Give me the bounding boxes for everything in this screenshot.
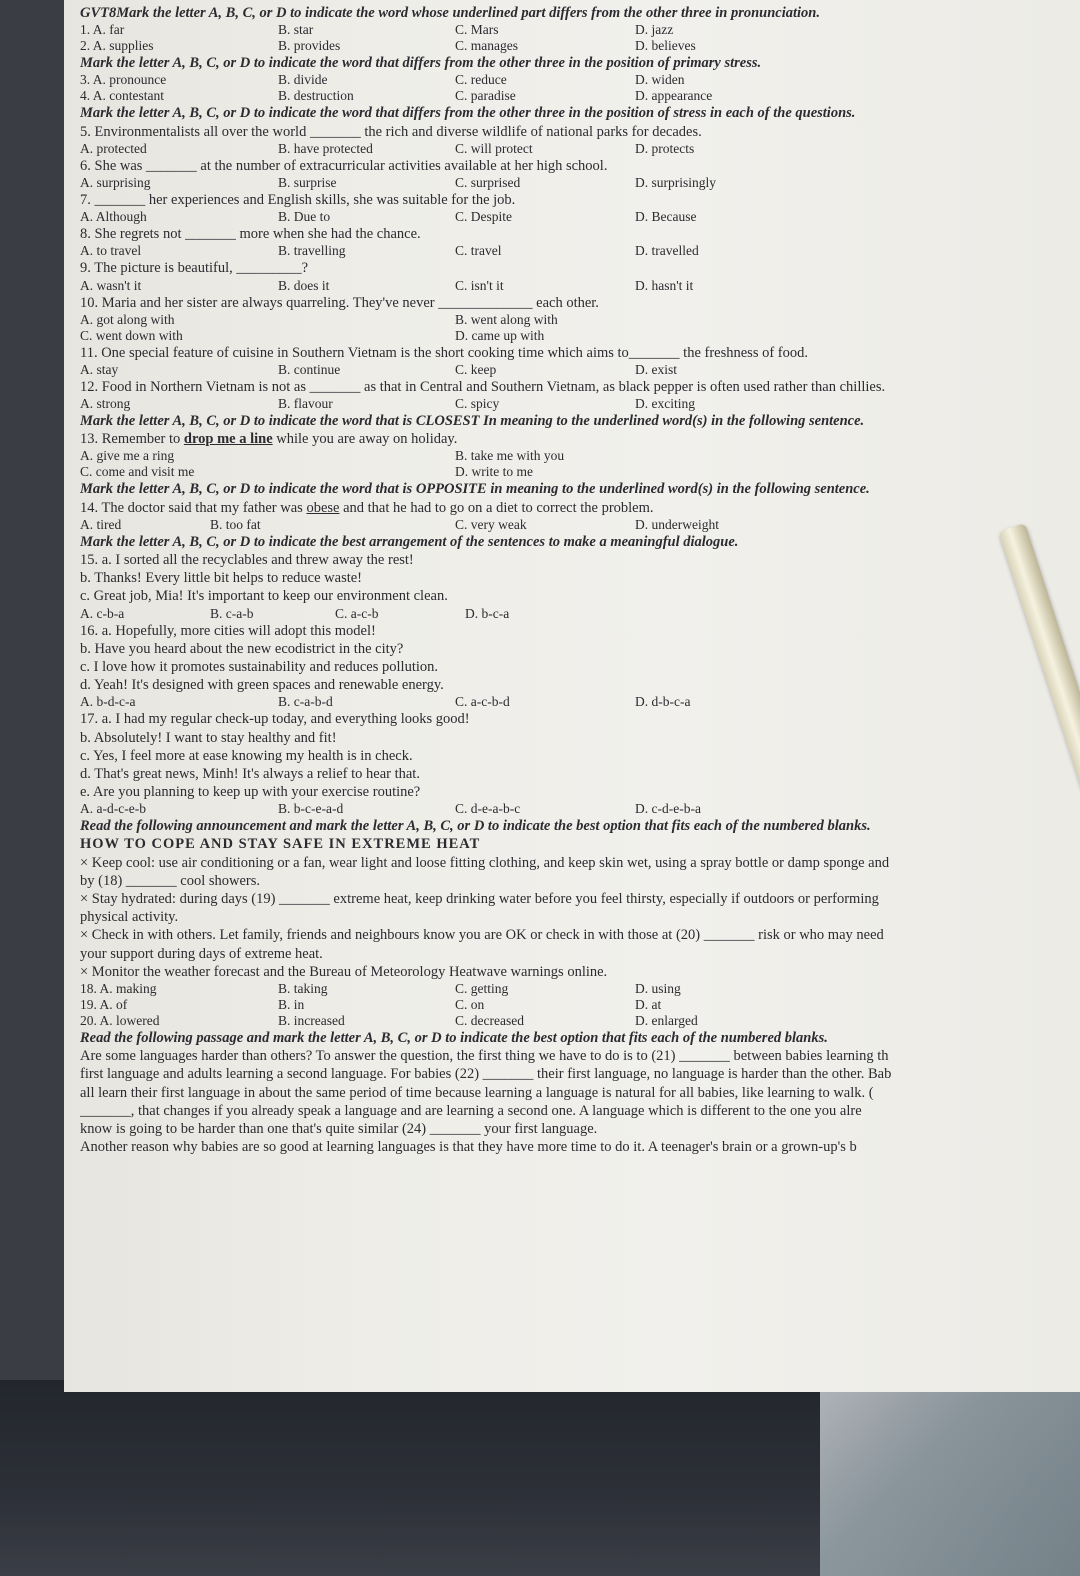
q9-option-b: B. does it: [278, 277, 330, 293]
q17-line-e: e. Are you planning to keep up with your exercise routine?: [80, 784, 421, 801]
q5-option-b: B. have protected: [278, 140, 373, 156]
q13-option-a: A. give me a ring: [80, 448, 175, 464]
q18-option-b: B. taking: [278, 980, 328, 996]
section-dialogue-instruction: Mark the letter A, B, C, or D to indicate the best arrangement of the sentences to make a meaningful dialogue.: [80, 533, 739, 550]
q14-option-a: A. tired: [80, 516, 122, 532]
q6-option-d: D. surprisingly: [635, 174, 716, 190]
q12-option-b: B. flavour: [278, 396, 333, 412]
q11-option-b: B. continue: [278, 361, 341, 377]
q14-option-c: C. very weak: [455, 516, 527, 532]
question-10-options-row1: [80, 312, 1070, 328]
q8-option-c: C. travel: [455, 243, 502, 259]
q17-line-d: d. That's great news, Minh! It's always a relief to hear that.: [80, 765, 420, 782]
q14-option-b: B. too fat: [210, 516, 261, 532]
q7-option-c: C. Despite: [455, 209, 512, 225]
q7-option-b: B. Due to: [278, 209, 331, 225]
announcement-title: HOW TO COPE AND STAY SAFE IN EXTREME HEAT: [80, 836, 481, 853]
q17-line-a: 17. a. I had my regular check-up today, and everything looks good!: [80, 711, 470, 728]
question-16-options: [80, 694, 1070, 710]
passage-line-6: Another reason why babies are so good at learning languages is that they have more time to do it. A teenager's brain or a grown-up's b: [80, 1139, 857, 1156]
q8-option-b: B. travelling: [278, 243, 346, 259]
q14-underlined-word: obese: [306, 499, 340, 516]
q20-option-b: B. increased: [278, 1012, 345, 1028]
q16-line-b: b. Have you heard about the new ecodistrict in the city?: [80, 640, 404, 657]
q10-option-c: C. went down with: [80, 327, 183, 343]
section-synonym-instruction: Mark the letter A, B, C, or D to indicate the word that is CLOSEST In meaning to the underlined word(s) in the following sentence.: [80, 413, 865, 430]
q19-option-b: B. in: [278, 996, 305, 1012]
q17-option-c: C. d-e-a-b-c: [455, 801, 521, 817]
question-9-options: [80, 278, 1070, 294]
q6-option-b: B. surprise: [278, 174, 337, 190]
announcement-line-1: × Keep cool: use air conditioning or a fan, wear light and loose fitting clothing, and keep skin wet, using a spray bottle or damp sponge and: [80, 854, 890, 871]
q2-option-c: C. manages: [455, 38, 518, 54]
question-14-stem: [80, 499, 1070, 517]
q4-option-c: C. paradise: [455, 88, 516, 104]
announcement-line-3: × Stay hydrated: during days (19) _______ extreme heat, keep drinking water before you feel thirsty, especially if outdoors or performing: [80, 891, 879, 907]
q20-option-c: C. decreased: [455, 1012, 524, 1028]
light-fabric-corner: [820, 1380, 1080, 1576]
q1-option-c: C. Mars: [455, 22, 499, 38]
question-9-stem: 9. The picture is beautiful, _________?: [80, 260, 309, 277]
q14-stem-start: 14. The doctor said that my father was: [80, 499, 307, 516]
announcement-line-7: × Monitor the weather forecast and the Bureau of Meteorology Heatwave warnings online.: [80, 963, 608, 980]
q17-option-d: D. c-d-e-b-a: [635, 801, 701, 817]
q16-line-d: d. Yeah! It's designed with green spaces and renewable energy.: [80, 677, 444, 694]
section-pronunciation-instruction: GVT8Mark the letter A, B, C, or D to indicate the word whose underlined part differs from the other three in pronunciation.: [80, 5, 820, 21]
announcement-line-2: by (18) _______ cool showers.: [80, 872, 261, 889]
q13-stem-start: 13. Remember to: [80, 431, 184, 448]
q15-line-c: c. Great job, Mia! It's important to keep our environment clean.: [80, 588, 448, 605]
question-13-options-row2: [80, 464, 1070, 480]
q3-option-b: B. divide: [278, 72, 328, 88]
question-10-options-row2: [80, 328, 1070, 344]
q16-option-d: D. d-b-c-a: [635, 694, 691, 710]
q9-option-c: C. isn't it: [455, 277, 504, 293]
q15-option-c: C. a-c-b: [335, 605, 379, 621]
question-5-stem: 5. Environmentalists all over the world _______ the rich and diverse wildlife of national parks for decades.: [80, 123, 702, 140]
q2-option-b: B. provides: [278, 38, 341, 54]
question-15-options: [80, 606, 1070, 622]
q16-line-c: c. I love how it promotes sustainability and reduces pollution.: [80, 658, 439, 675]
q20-option-a: 20. A. lowered: [80, 1012, 160, 1028]
q5-option-a: A. protected: [80, 140, 147, 156]
q15-line-a: 15. a. I sorted all the recyclables and threw away the rest!: [80, 552, 414, 568]
q17-line-c: c. Yes, I feel more at ease knowing my health is in check.: [80, 747, 413, 764]
q7-option-a: A. Although: [80, 209, 147, 225]
question-18-options: [80, 981, 1070, 997]
passage-line-2: first language and adults learning a second language. For babies (22) _______ their first language, no language is harder than the other. Bab: [80, 1066, 892, 1083]
q14-stem-end: and that he had to go on a diet to correct the problem.: [339, 499, 654, 516]
q15-option-b: B. c-a-b: [210, 605, 254, 621]
q1-option-a: 1. A. far: [80, 22, 125, 38]
q3-option-d: D. widen: [635, 72, 685, 88]
q8-option-a: A. to travel: [80, 243, 142, 259]
q12-option-d: D. exciting: [635, 396, 695, 412]
q13-stem-end: while you are away on holiday.: [272, 431, 458, 448]
q15-option-d: D. b-c-a: [465, 605, 510, 621]
exam-paper: [64, 0, 1080, 1392]
question-17-options: [80, 801, 1070, 817]
q6-option-c: C. surprised: [455, 174, 521, 190]
q1-option-b: B. star: [278, 22, 314, 38]
question-7-stem: 7. _______ her experiences and English skills, she was suitable for the job.: [80, 191, 516, 208]
section-announcement-instruction: Read the following announcement and mark the letter A, B, C, or D to indicate the best option that fits each of the numbered blanks.: [80, 818, 871, 835]
q10-option-b: B. went along with: [455, 311, 558, 327]
q11-option-a: A. stay: [80, 361, 119, 377]
q19-option-c: C. on: [455, 996, 485, 1012]
question-20-options: [80, 1013, 1070, 1029]
q16-line-a: 16. a. Hopefully, more cities will adopt this model!: [80, 622, 376, 639]
announcement-line-5: × Check in with others. Let family, friends and neighbours know you are OK or check in with those at (20) _______ risk or who may need: [80, 927, 884, 944]
q4-option-b: B. destruction: [278, 88, 354, 104]
question-1-options: [80, 22, 1070, 38]
q4-option-d: D. appearance: [635, 88, 713, 104]
question-8-options: [80, 243, 1070, 259]
q2-option-d: D. believes: [635, 38, 696, 54]
section-passage-instruction: Read the following passage and mark the letter A, B, C, or D to indicate the best option that fits each of the numbered blanks.: [80, 1029, 828, 1046]
q10-option-a: A. got along with: [80, 311, 175, 327]
question-8-stem: 8. She regrets not _______ more when she had the chance.: [80, 226, 421, 243]
q1-option-d: D. jazz: [635, 22, 674, 38]
q14-option-d: D. underweight: [635, 516, 719, 532]
q9-option-a: A. wasn't it: [80, 277, 142, 293]
section-grammar-instruction: Mark the letter A, B, C, or D to indicate the word that differs from the other three in the position of stress in each of the questions.: [80, 105, 856, 122]
q2-option-a: 2. A. supplies: [80, 38, 154, 54]
q17-line-b: b. Absolutely! I want to stay healthy and fit!: [80, 729, 337, 746]
q4-option-a: 4. A. contestant: [80, 88, 164, 104]
exam-sheet: [80, 4, 1070, 1156]
q15-option-a: A. c-b-a: [80, 605, 125, 621]
q19-option-d: D. at: [635, 996, 662, 1012]
q12-option-c: C. spicy: [455, 396, 500, 412]
question-6-options: [80, 175, 1070, 191]
q11-option-d: D. exist: [635, 361, 677, 377]
q9-option-d: D. hasn't it: [635, 277, 694, 293]
q17-option-b: B. b-c-e-a-d: [278, 801, 344, 817]
question-10-stem: 10. Maria and her sister are always quarreling. They've never _____________ each other.: [80, 294, 599, 311]
section-stress-instruction: Mark the letter A, B, C, or D to indicate the word that differs from the other three in the position of primary stress.: [80, 55, 762, 72]
q3-option-a: 3. A. pronounce: [80, 72, 167, 88]
announcement-line-6: your support during days of extreme heat.: [80, 945, 323, 962]
q16-option-c: C. a-c-b-d: [455, 694, 510, 710]
q13-option-b: B. take me with you: [455, 448, 565, 464]
passage-line-5: know is going to be harder than one that's quite similar (24) _______ your first language.: [80, 1120, 598, 1137]
q10-option-d: D. came up with: [455, 327, 545, 343]
q13-underlined-phrase: drop me a line: [183, 431, 273, 448]
question-2-options: [80, 38, 1070, 54]
question-14-options: [80, 517, 1070, 533]
passage-line-3: all learn their first language in about the same period of time because learning a language is natural for all babies, like learning to walk. (: [80, 1084, 874, 1101]
q5-option-c: C. will protect: [455, 140, 533, 156]
q7-option-d: D. Because: [635, 209, 697, 225]
passage-line-1: Are some languages harder than others? To answer the question, the first thing we have to do is to (21) _______ between babies learning th: [80, 1048, 889, 1065]
question-11-stem: 11. One special feature of cuisine in Southern Vietnam is the short cooking time which aims to_______ the freshness of food.: [80, 344, 809, 361]
passage-line-4: _______, that changes if you already speak a language and are learning a second one. A language which is different to the one you alre: [80, 1102, 862, 1119]
q11-option-c: C. keep: [455, 361, 497, 377]
question-13-stem: [80, 430, 1070, 448]
q15-line-b: b. Thanks! Every little bit helps to reduce waste!: [80, 570, 362, 587]
question-19-options: [80, 997, 1070, 1013]
section-antonym-instruction: Mark the letter A, B, C, or D to indicate the word that is OPPOSITE in meaning to the underlined word(s) in the following sentence.: [80, 481, 870, 498]
question-3-options: [80, 72, 1070, 88]
q13-option-d: D. write to me: [455, 464, 533, 480]
announcement-line-4: physical activity.: [80, 909, 179, 926]
question-12-options: [80, 396, 1070, 412]
question-7-options: [80, 209, 1070, 225]
question-5-options: [80, 141, 1070, 157]
q3-option-c: C. reduce: [455, 72, 507, 88]
q16-option-a: A. b-d-c-a: [80, 694, 136, 710]
question-4-options: [80, 88, 1070, 104]
q6-option-a: A. surprising: [80, 174, 151, 190]
q12-option-a: A. strong: [80, 396, 131, 412]
question-13-options-row1: [80, 448, 1070, 464]
q18-option-c: C. getting: [455, 980, 509, 996]
q16-option-b: B. c-a-b-d: [278, 694, 333, 710]
q17-option-a: A. a-d-c-e-b: [80, 801, 146, 817]
q5-option-d: D. protects: [635, 140, 695, 156]
question-6-stem: 6. She was _______ at the number of extracurricular activities available at her high school.: [80, 157, 608, 174]
question-12-stem: 12. Food in Northern Vietnam is not as _______ as that in Central and Southern Vietnam, as black pepper is often used rather than chillies.: [80, 378, 886, 395]
q8-option-d: D. travelled: [635, 243, 699, 259]
q13-option-c: C. come and visit me: [80, 464, 195, 480]
q18-option-a: 18. A. making: [80, 980, 157, 996]
question-11-options: [80, 362, 1070, 378]
q19-option-a: 19. A. of: [80, 996, 128, 1012]
q18-option-d: D. using: [635, 980, 681, 996]
q20-option-d: D. enlarged: [635, 1012, 698, 1028]
